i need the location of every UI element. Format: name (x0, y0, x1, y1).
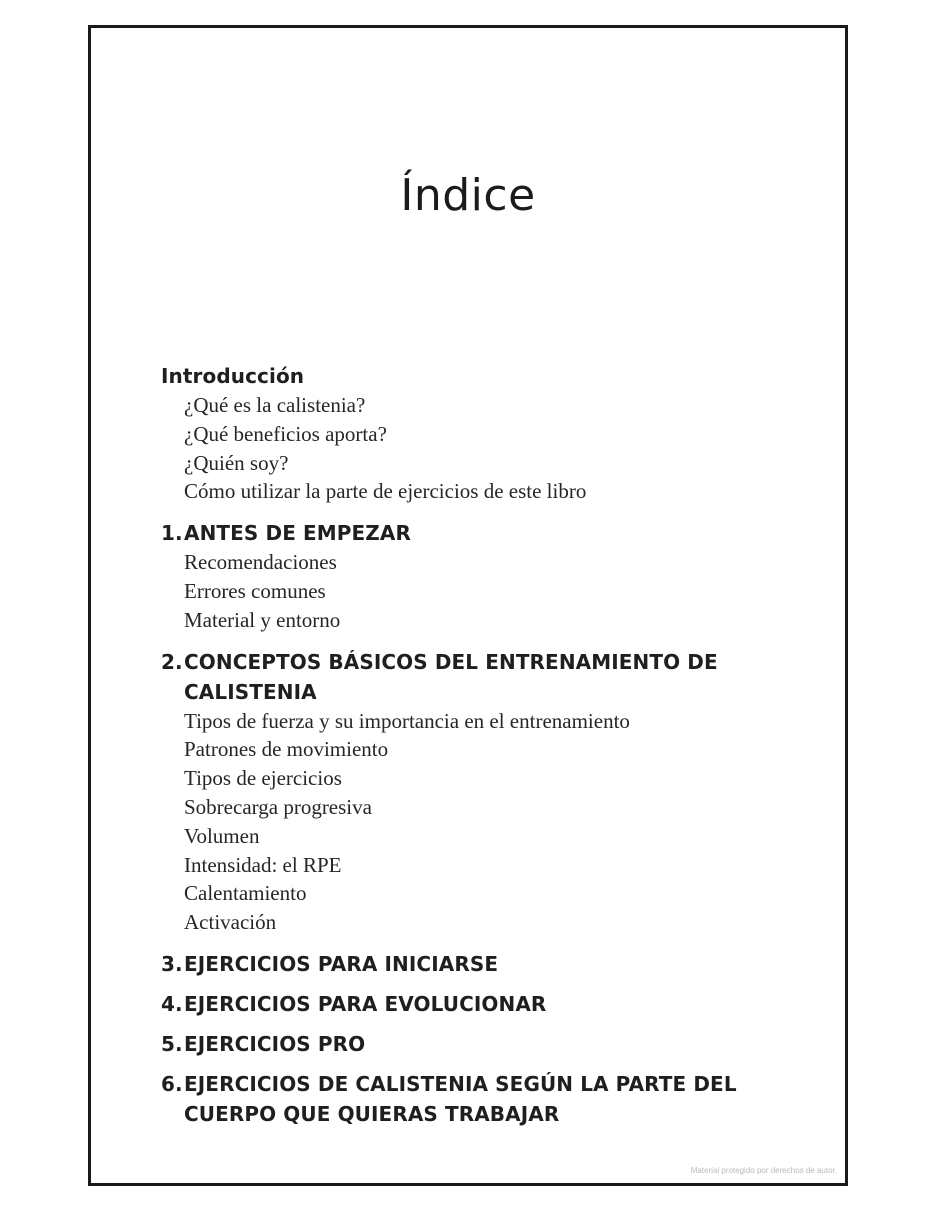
section-title: CONCEPTOS BÁSICOS DEL ENTRENAMIENTO DE CALISTENIA (184, 649, 718, 704)
section-number: 2. (161, 649, 183, 674)
toc-section-4 (161, 989, 781, 1019)
table-of-contents (161, 361, 781, 1129)
section-number: 1. (161, 521, 183, 546)
toc-entry[interactable]: Patrones de movimiento (184, 737, 389, 762)
section-title: EJERCICIOS PARA EVOLUCIONAR (184, 991, 547, 1016)
page-title: Índice (400, 170, 536, 221)
toc-sublist-1 (161, 548, 781, 634)
toc-section-2 (161, 647, 781, 937)
toc-section-intro (161, 361, 781, 506)
section-title: EJERCICIOS PRO (184, 1031, 366, 1056)
toc-sublist-2 (161, 707, 781, 937)
toc-section-5 (161, 1029, 781, 1059)
section-title: Introducción (161, 364, 305, 388)
toc-heading-1[interactable] (161, 518, 781, 548)
section-number: 3. (161, 951, 183, 976)
toc-entry[interactable]: Calentamiento (184, 881, 307, 906)
toc-entry[interactable]: Material y entorno (184, 607, 341, 632)
toc-sublist-intro (161, 391, 781, 506)
toc-section-3 (161, 949, 781, 979)
section-title: EJERCICIOS DE CALISTENIA SEGÚN LA PARTE DEL CUERPO QUE QUIERAS TRABAJAR (184, 1071, 737, 1126)
section-number: 4. (161, 991, 183, 1016)
toc-entry[interactable]: Cómo utilizar la parte de ejercicios de este libro (184, 479, 587, 504)
section-number: 5. (161, 1031, 183, 1056)
toc-entry[interactable]: Recomendaciones (184, 550, 337, 575)
toc-entry[interactable]: Tipos de fuerza y su importancia en el entrenamiento (184, 708, 630, 733)
toc-entry[interactable]: Volumen (184, 823, 260, 848)
toc-entry[interactable]: ¿Quién soy? (184, 450, 289, 475)
toc-heading-6[interactable] (161, 1069, 781, 1129)
toc-heading-5[interactable] (161, 1029, 781, 1059)
toc-heading-4[interactable] (161, 989, 781, 1019)
toc-section-1 (161, 518, 781, 634)
toc-entry[interactable]: Errores comunes (184, 578, 326, 603)
toc-heading-2[interactable] (161, 647, 781, 707)
section-title: EJERCICIOS PARA INICIARSE (184, 951, 499, 976)
toc-entry[interactable]: ¿Qué es la calistenia? (184, 393, 366, 417)
toc-entry[interactable]: Sobrecarga progresiva (184, 794, 372, 819)
toc-entry[interactable]: Activación (184, 910, 277, 935)
toc-heading-3[interactable] (161, 949, 781, 979)
section-title: ANTES DE EMPEZAR (184, 521, 411, 546)
toc-entry[interactable]: Tipos de ejercicios (184, 766, 342, 791)
toc-section-6 (161, 1069, 781, 1129)
copyright-note: Material protegido por derechos de autor. (690, 1166, 837, 1175)
toc-entry[interactable]: Intensidad: el RPE (184, 852, 342, 877)
page-frame (88, 25, 848, 1186)
toc-heading-intro[interactable] (161, 361, 781, 391)
toc-entry[interactable]: ¿Qué beneficios aporta? (184, 421, 387, 446)
section-number: 6. (161, 1071, 183, 1096)
